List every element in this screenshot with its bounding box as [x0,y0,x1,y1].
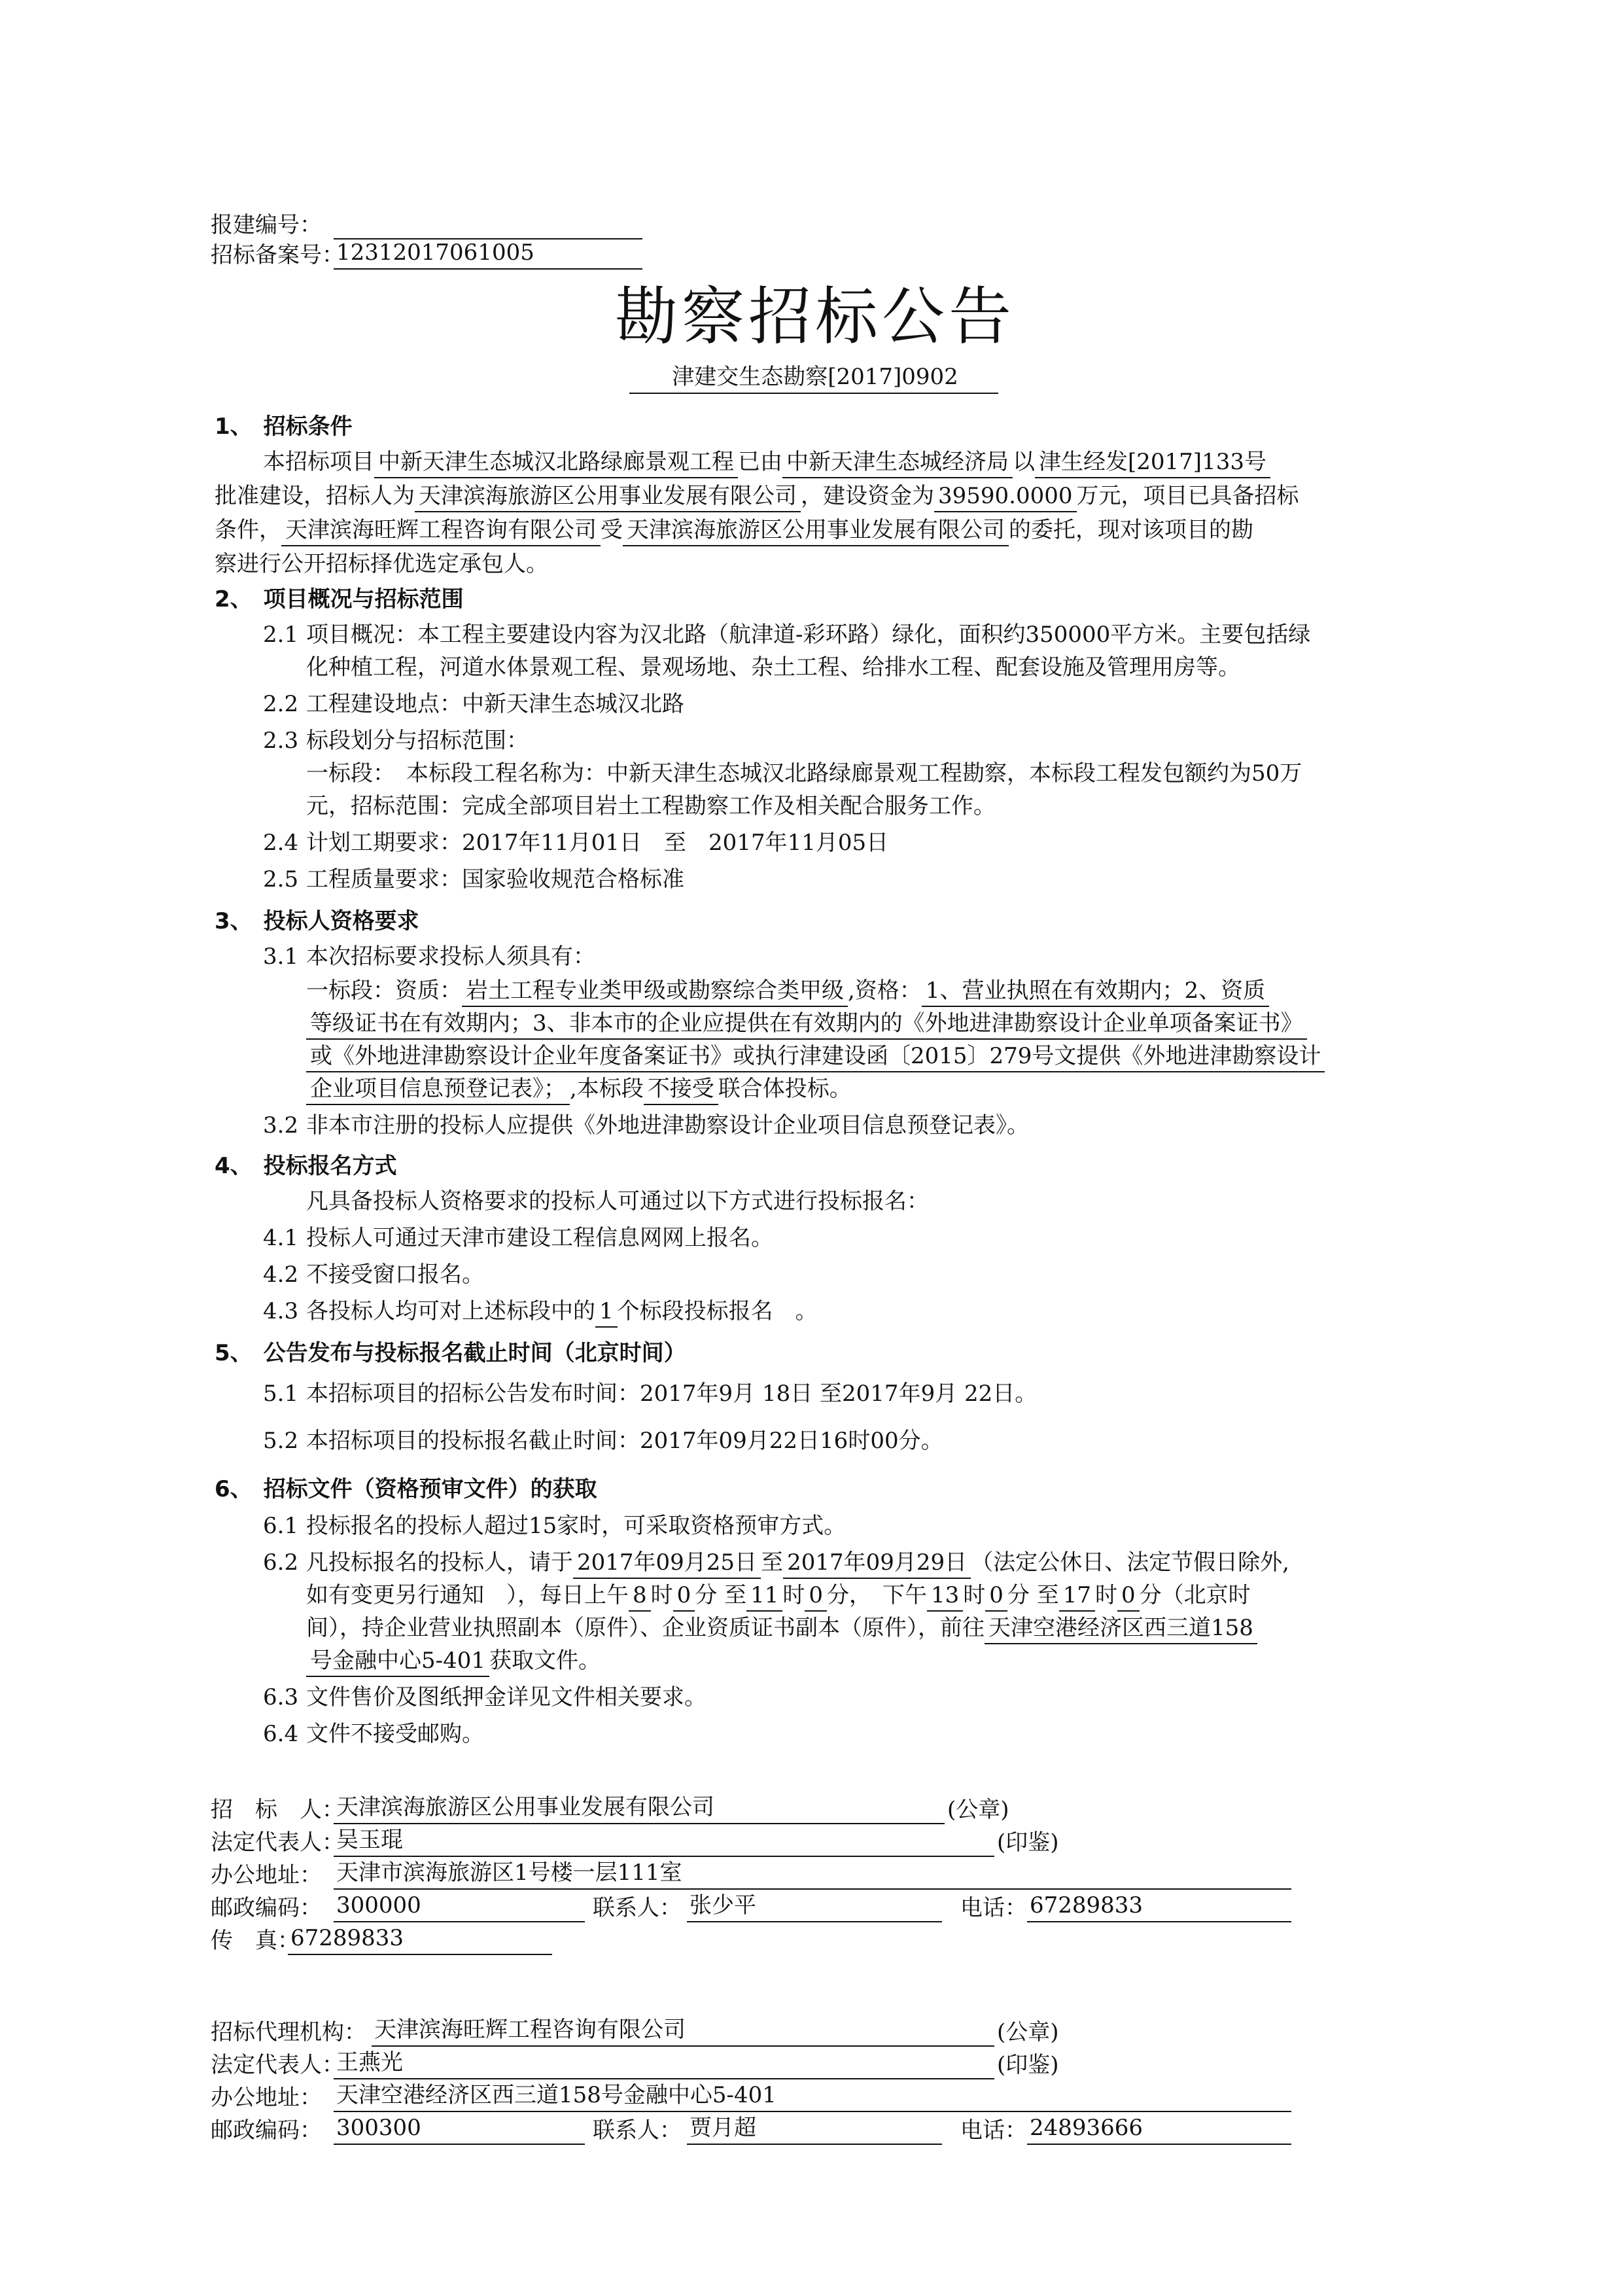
s3-seg-line-1: 一标段：资质： 岩土工程专业类甲级或勘察综合类甲级 ,资格： 1、营业执照在有效期内；2、资质 [306,974,1269,1008]
s1-line-1: 本招标项目 中新天津生态城汉北路绿廊景观工程 已由 中新天津生态城经济局 以 津生经发[2017]133号 [263,445,1270,479]
s4-item-1-num: 4.1 [263,1225,299,1251]
beian-label: 招标备案号： [211,242,344,268]
doc-number: 津建交生态勘察[2017]0902 [629,361,998,394]
s2-item-3-sub-1: 一标段： 本标段工程名称为：中新天津生态城汉北路绿廊景观工程勘察，本标段工程发包额约为50万 [306,760,1302,786]
s2-item-3-sub-2: 元，招标范围：完成全部项目岩土工程勘察工作及相关配合服务工作。 [306,793,996,819]
s4-item-2-num: 4.2 [263,1262,299,1288]
s5-item-1-num: 5.1 [263,1381,299,1407]
section-5-heading: 5、 公告发布与投标报名截止时间（北京时间） [215,1340,686,1366]
tenderer-seal: (公章) [947,1797,1009,1823]
s3-item-1-text: 本次招标要求投标人须具有： [306,944,595,970]
s4-item-3-num: 4.3 [263,1298,299,1324]
tenderer-fax-label: 传 真： [211,1928,300,1954]
s6-item-1-num: 6.1 [263,1513,299,1539]
s4-item-3-text: 各投标人均可对上述标段中的 1 个标段投标报名 。 [306,1294,818,1328]
agency-zip-label: 邮政编码： [211,2117,322,2144]
s6-item-2-line-4: 号金融中心5-401 获取文件。 [306,1644,601,1678]
tenderer-rep: 吴玉琨 [334,1824,994,1857]
s3-seg-line-2: 等级证书在有效期内；3、非本市的企业应提供在有效期内的《外地进津勘察设计企业单项备案证书》 [306,1006,1307,1040]
tenderer-phone: 67289833 [1027,1890,1291,1922]
s2-item-1-line-2: 化种植工程，河道水体景观工程、景观场地、杂土工程、给排水工程、配套设施及管理用房等。 [306,654,1240,680]
tenderer-name: 天津滨海旅游区公用事业发展有限公司 [334,1792,945,1824]
s2-item-5-text: 工程质量要求：国家验收规范合格标准 [306,866,684,892]
s6-item-2-line-1: 凡投标报名的投标人，请于 2017年09月25日 至 2017年09月29日 （法定公休日、法定节假日除外, [306,1545,1289,1580]
baojian-value [334,207,642,239]
s2-item-1-line-1: 项目概况：本工程主要建设内容为汉北路（航津道-彩环路）绿化，面积约350000平方米。主要包括绿 [306,622,1311,648]
s5-item-2-num: 5.2 [263,1428,299,1454]
tenderer-contact-label: 联系人： [593,1895,682,1921]
tenderer-rep-seal: (印鉴) [997,1829,1059,1856]
agency-name-label: 招标代理机构： [211,2019,366,2045]
s3-item-1-num: 3.1 [263,944,299,970]
section-2-heading: 2、 项目概况与招标范围 [215,586,464,612]
agency-zip: 300300 [334,2112,585,2145]
tenderer-name-label: 招 标 人： [211,1797,344,1823]
section-6-heading: 6、 招标文件（资格预审文件）的获取 [215,1476,597,1502]
baojian-label: 报建编号： [211,212,322,238]
s6-item-4-text: 文件不接受邮购。 [306,1721,484,1747]
tenderer-zip-label: 邮政编码： [211,1895,322,1921]
agency-seal: (公章) [997,2019,1059,2045]
section-3-heading: 3、 投标人资格要求 [215,908,419,934]
s2-item-1-num: 2.1 [263,622,299,648]
section-4-heading: 4、 投标报名方式 [215,1153,397,1179]
s2-item-4-text: 计划工期要求：2017年11月01日 至 2017年11月05日 [306,830,889,856]
s5-item-1-text: 本招标项目的招标公告发布时间：2017年9月 18日 至2017年9月 22日。 [306,1381,1038,1407]
tenderer-zip: 300000 [334,1890,585,1922]
s3-item-2-num: 3.2 [263,1112,299,1139]
s1-line-3: 条件， 天津滨海旺辉工程咨询有限公司 受 天津滨海旅游区公用事业发展有限公司 的委托，现对该项目的勘 [215,513,1253,547]
agency-phone: 24893666 [1027,2112,1291,2145]
tenderer-rep-label: 法定代表人： [211,1829,344,1856]
s1-line-2: 批准建设，招标人为 天津滨海旅游区公用事业发展有限公司 ，建设资金为 39590.0000 万元，项目已具备招标 [215,479,1299,513]
agency-rep-seal: (印鉴) [997,2052,1059,2078]
agency-addr: 天津空港经济区西三道158号金融中心5-401 [334,2079,1291,2112]
s6-item-1-text: 投标报名的投标人超过15家时，可采取资格预审方式。 [306,1513,846,1539]
section-1-heading: 1、 招标条件 [215,414,353,440]
agency-addr-label: 办公地址： [211,2085,322,2111]
s4-item-2-text: 不接受窗口报名。 [306,1262,484,1288]
beian-value: 12312017061005 [334,237,642,270]
s2-item-5-num: 2.5 [263,866,299,892]
s6-item-2-line-3: 间），持企业营业执照副本（原件）、企业资质证书副本（原件），前往 天津空港经济区西三道158 [306,1611,1257,1645]
tenderer-fax: 67289833 [288,1922,552,1955]
s4-intro: 凡具备投标人资格要求的投标人可通过以下方式进行投标报名： [306,1188,929,1214]
agency-phone-label: 电话： [960,2117,1027,2144]
tenderer-addr: 天津市滨海旅游区1号楼一层111室 [334,1857,1291,1890]
page-title: 勘察招标公告 [615,280,1015,353]
s6-item-2-num: 6.2 [263,1549,299,1576]
agency-contact-label: 联系人： [593,2117,682,2144]
tenderer-addr-label: 办公地址： [211,1862,322,1888]
tenderer-contact: 张少平 [687,1890,942,1922]
agency-name: 天津滨海旺辉工程咨询有限公司 [372,2014,994,2047]
s2-item-2-num: 2.2 [263,691,299,717]
s2-item-3-text: 标段划分与招标范围： [306,728,529,754]
s3-item-2-text: 非本市注册的投标人应提供《外地进津勘察设计企业项目信息预登记表》。 [306,1112,1029,1139]
s4-item-1-text: 投标人可通过天津市建设工程信息网网上报名。 [306,1225,773,1251]
s3-seg-line-3: 或《外地进津勘察设计企业年度备案证书》或执行津建设函〔2015〕279号文提供《外地进津勘察设计 [306,1039,1325,1073]
agency-contact: 贾月超 [687,2112,942,2145]
agency-rep: 王燕光 [334,2047,994,2079]
s6-item-2-line-2: 如有变更另行通知 ），每日上午 8 时 0 分 至 11 时 0 分， 下午 13 时 0 分 至 17 时 0 分（北京时 [306,1578,1251,1612]
s1-line-4: 察进行公开招标择优选定承包人。 [215,551,548,577]
s6-item-4-num: 6.4 [263,1721,299,1747]
s2-item-2-text: 工程建设地点：中新天津生态城汉北路 [306,691,684,717]
s6-item-3-num: 6.3 [263,1684,299,1710]
s3-seg-line-4: 企业项目信息预登记表》； ,本标段 不接受 联合体投标。 [306,1072,852,1106]
s2-item-4-num: 2.4 [263,830,299,856]
s2-item-3-num: 2.3 [263,728,299,754]
s6-item-3-text: 文件售价及图纸押金详见文件相关要求。 [306,1684,707,1710]
agency-rep-label: 法定代表人： [211,2052,344,2078]
tenderer-phone-label: 电话： [960,1895,1027,1921]
s5-item-2-text: 本招标项目的投标报名截止时间：2017年09月22日16时00分。 [306,1428,943,1454]
